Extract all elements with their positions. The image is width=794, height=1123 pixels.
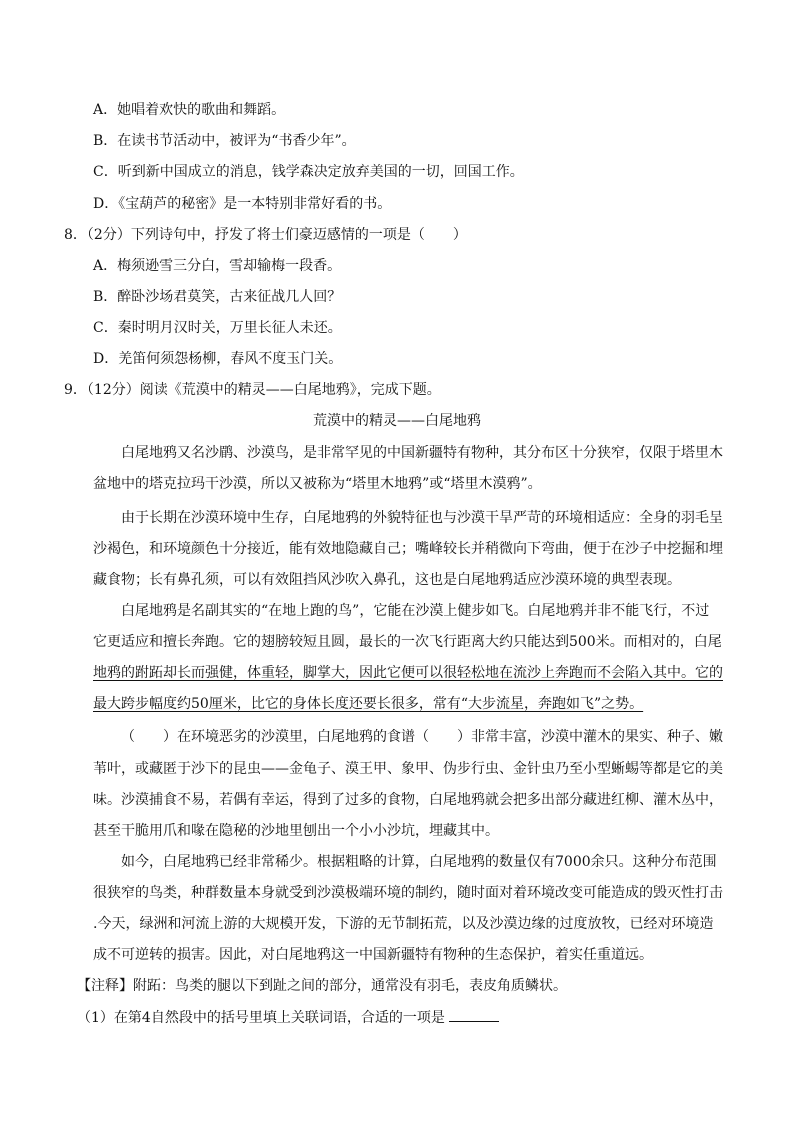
passage-line: （ ）在环境恶劣的沙漠里，白尾地鸦的食谱（ ）非常丰富，沙漠中灌木的果实、种子、嫩 (121, 729, 723, 745)
q8-stem: 8．（2分）下列诗句中，抒发了将士们豪迈感情的一项是（ ） (64, 227, 467, 243)
q8-option-b: B．醉卧沙场君莫笑，古来征战几人回？ (93, 289, 342, 305)
q8-option-a: A．梅须逊雪三分白，雪却输梅一段香。 (93, 258, 342, 274)
q7-option-a: A．她唱着欢快的歌曲和舞蹈。 (93, 102, 286, 118)
passage-line: 白尾地鸦是名副其实的“在地上跑的鸟”，它能在沙漠上健步如飞。白尾地鸦并非不能飞行，不过 (121, 603, 710, 619)
passage-line: 藏食物；长有鼻孔须，可以有效阻挡风沙吹入鼻孔，这也是白尾地鸦适应沙漠环境的典型表现。 (93, 572, 681, 588)
passage-note: 【注释】附跖：鸟类的腿以下到趾之间的部分，通常没有羽毛，表皮角质鳞状。 (77, 978, 567, 994)
passage-line: 它更适应和擅长奔跑。它的翅膀较短且圆，最长的一次飞行距离大约只能达到500米。而相对的，白尾 (93, 634, 722, 650)
passage-line: 味。沙漠捕食不易，若偶有幸运，得到了过多的食物，白尾地鸦就会把多出部分藏进红柳、灌木丛中， (93, 792, 723, 808)
passage-title: 荒漠中的精灵——白尾地鸦 (313, 413, 481, 429)
q9-stem: 9．（12分）阅读《荒漠中的精灵——白尾地鸦》，完成下题。 (64, 382, 441, 398)
passage-line: 苇叶，或藏匿于沙下的昆虫——金龟子、漠王甲、象甲、伪步行虫、金针虫乃至小型蜥蜴等都是它的美 (93, 761, 723, 777)
passage-line-underlined: 地鸦的跗跖却长而强健，体重轻，脚掌大，因此它便可以很轻松地在流沙上奔跑而不会陷入其中。它的 (93, 665, 723, 681)
passage-line: 盆地中的塔克拉玛干沙漠，所以又被称为“塔里木地鸦”或“塔里木漠鸦”。 (93, 476, 542, 492)
passage-line: 沙褐色，和环境颜色十分接近，能有效地隐藏自己；嘴峰较长并稍微向下弯曲，便于在沙子中挖掘和埋 (93, 541, 723, 557)
answer-blank[interactable] (449, 1007, 499, 1022)
q7-option-c: C．听到新中国成立的消息，钱学森决定放弃美国的一切，回国工作。 (93, 164, 524, 180)
q8-option-d: D．羌笛何须怨杨柳，春风不度玉门关。 (93, 351, 343, 367)
passage-line: 成不可逆转的损害。因此，对白尾地鸦这一中国新疆特有物种的生态保护，着实任重道远。 (93, 947, 653, 963)
q7-option-b: B．在读书节活动中，被评为“书香少年”。 (93, 133, 356, 149)
q7-option-d: D．《宝葫芦的秘密》是一本特别非常好看的书。 (93, 196, 392, 212)
q8-option-c: C．秦时明月汉时关，万里长征人未还。 (93, 320, 342, 336)
passage-line: .今天，绿洲和河流上游的大规模开发，下游的无节制拓荒，以及沙漠边缘的过度放牧，已经对环境造 (93, 916, 714, 932)
sub-question-1-text: （1）在第4自然段中的括号里填上关联词语，合适的一项是 (77, 1010, 445, 1026)
passage-line: 白尾地鸦又名沙鹛、沙漠鸟，是非常罕见的中国新疆特有物种，其分布区十分狭窄，仅限于塔里木 (121, 445, 723, 461)
sub-question-1 (77, 1007, 499, 1028)
passage-line-underlined: 最大跨步幅度约50厘米，比它的身体长度还要长很多，常有“大步流星，奔跑如飞”之势。 (93, 696, 644, 712)
passage-line: 如今，白尾地鸦已经非常稀少。根据粗略的计算，白尾地鸦的数量仅有7000余只。这种分布范围 (121, 854, 717, 870)
passage-line: 由于长期在沙漠环境中生存，白尾地鸦的外貌特征也与沙漠干旱严苛的环境相适应：全身的羽毛呈 (121, 510, 723, 526)
passage-line: 甚至干脆用爪和喙在隐秘的沙地里刨出一个小小沙坑，埋藏其中。 (93, 823, 499, 839)
passage-line: 很狭窄的鸟类，种群数量本身就受到沙漠极端环境的制约，随时面对着环境改变可能造成的毁灭性打击 (93, 885, 723, 901)
